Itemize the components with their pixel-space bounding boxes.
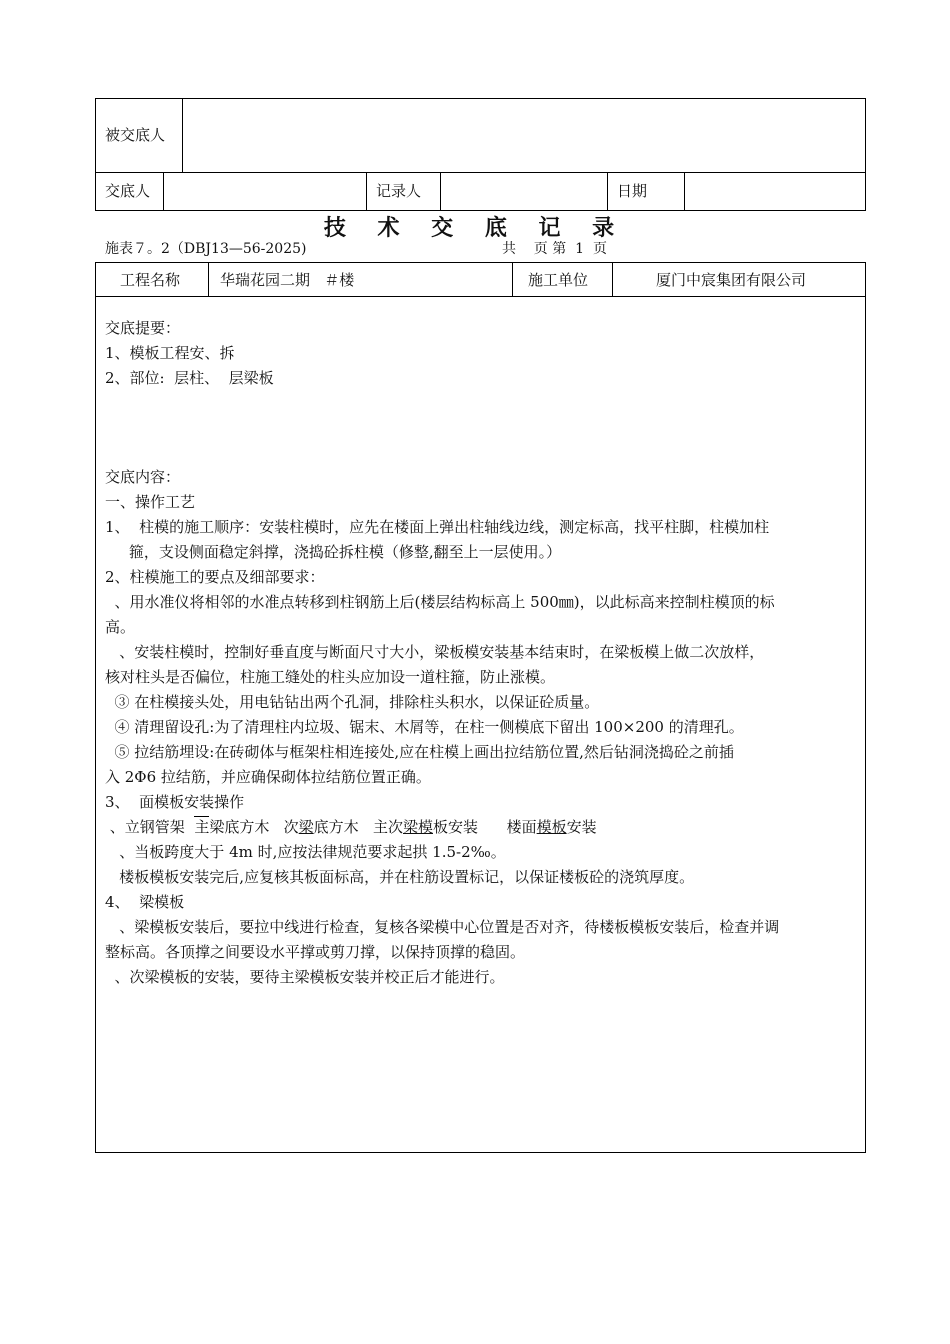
flow-step-secondary-rest: 底方木 主次 <box>313 818 403 836</box>
content-line: 高。 <box>105 618 136 636</box>
flow-step-beam-form-mark: 梁模 <box>402 818 433 836</box>
content-line: 核对柱头是否偏位，柱施工缝处的柱头应加设一道柱箍，防止涨模。 <box>105 668 556 686</box>
header-col-1 <box>208 262 209 296</box>
contractor-label: 施工单位 <box>528 271 589 289</box>
content-line: 2、柱模施工的要点及细部要求： <box>105 568 325 586</box>
content-line: ⑤ 拉结筋埋设:在砖砌体与框架柱相连接处,应在柱模上画出拉结筋位置,然后钻洞浇捣砼之前插 <box>105 743 734 761</box>
header-divider <box>95 296 866 297</box>
recorder-field[interactable] <box>441 173 607 210</box>
content-line: 4、 梁模板 <box>105 893 185 911</box>
project-name-label: 工程名称 <box>120 271 181 289</box>
formwork-flow <box>105 817 597 837</box>
content-line: 、当板跨度大于 4m 时,应按法律规范要求起拱 1.5-2‰。 <box>105 843 506 861</box>
content-line: 、次梁模板的安装，要待主梁模板安装并校正后才能进行。 <box>105 968 505 986</box>
date-label: 日期 <box>617 182 648 200</box>
page-title: 技 术 交 底 记 录 <box>323 215 627 241</box>
content-line: 1、 柱模的施工顺序：安装柱模时，应先在楼面上弹出柱轴线边线，测定标高，找平柱脚，柱模加柱 <box>105 518 770 536</box>
summary-heading: 交底提要： <box>105 319 181 337</box>
flow-step-main-beam-mark: 主 <box>194 818 210 836</box>
summary-item-1: 1、模板工程安、拆 <box>105 344 235 362</box>
header-col-3 <box>612 262 613 296</box>
date-field[interactable] <box>685 173 865 210</box>
receiver-field[interactable] <box>183 99 865 172</box>
project-name-value[interactable]: 华瑞花园二期 ＃楼 <box>220 271 355 289</box>
content-line: 箍，支设侧面稳定斜撑，浇捣砼拆柱模（修整,翻至上一层使用。） <box>105 543 562 561</box>
content-line: ④ 清理留设孔:为了清理柱内垃圾、锯末、木屑等，在柱一侧模底下留出 100×200 的清理孔。 <box>105 718 744 736</box>
form-code: 施表７。2（DBJ13—56-2025) <box>105 241 307 257</box>
signoff-col-5 <box>607 172 608 211</box>
receiver-label: 被交底人 <box>105 126 166 144</box>
flow-step-floor-form-mark: 模板 <box>536 818 567 836</box>
briefer-field[interactable] <box>164 173 366 210</box>
content-line: 楼板模板安装完后,应复核其板面标高，并在柱筋设置标记，以保证楼板砼的浇筑厚度。 <box>105 868 695 886</box>
flow-step-secondary-mark: 梁 <box>298 818 314 836</box>
flow-step-main-beam: 梁底方木 <box>209 818 284 836</box>
content-line: 一、操作工艺 <box>105 493 196 511</box>
summary-item-2: 2、部位: 层柱、 层梁板 <box>105 369 274 387</box>
contractor-value[interactable]: 厦门中宸集团有限公司 <box>656 271 807 289</box>
flow-step-secondary: 次 <box>283 818 299 836</box>
header-col-2 <box>512 262 513 296</box>
signoff-col-3 <box>366 172 367 211</box>
page-info: 共 页 第 1 页 <box>502 241 607 257</box>
content-heading: 交底内容： <box>105 468 181 486</box>
flow-step-floor-form: 安装 <box>566 818 597 836</box>
briefer-label: 交底人 <box>105 182 151 200</box>
content-line: ③ 在柱模接头处，用电钻钻出两个孔洞，排除柱头积水，以保证砼质量。 <box>105 693 600 711</box>
recorder-label: 记录人 <box>376 182 422 200</box>
flow-prefix: 、立钢管架 <box>105 818 195 836</box>
content-line: 入 2Φ6 拉结筋，并应确保砌体拉结筋位置正确。 <box>105 768 431 786</box>
content-line: 、安装柱模时，控制好垂直度与断面尺寸大小，梁板模安装基本结束时，在梁板模上做二次放样， <box>105 643 765 661</box>
content-line: 、梁模板安装后，要拉中线进行检查，复核各梁模中心位置是否对齐，待楼板模板安装后，检查并调 <box>105 918 780 936</box>
content-line: 、用水准仪将相邻的水准点转移到柱钢筋上后(楼层结构标高上 500㎜)，以此标高来控制柱模顶的标 <box>105 593 775 611</box>
content-line: 整标高。各顶撑之间要设水平撑或剪刀撑，以保持顶撑的稳固。 <box>105 943 526 961</box>
content-line: 3、 面模板安装操作 <box>105 793 245 811</box>
flow-step-beam-form: 板安装 楼面 <box>433 818 537 836</box>
